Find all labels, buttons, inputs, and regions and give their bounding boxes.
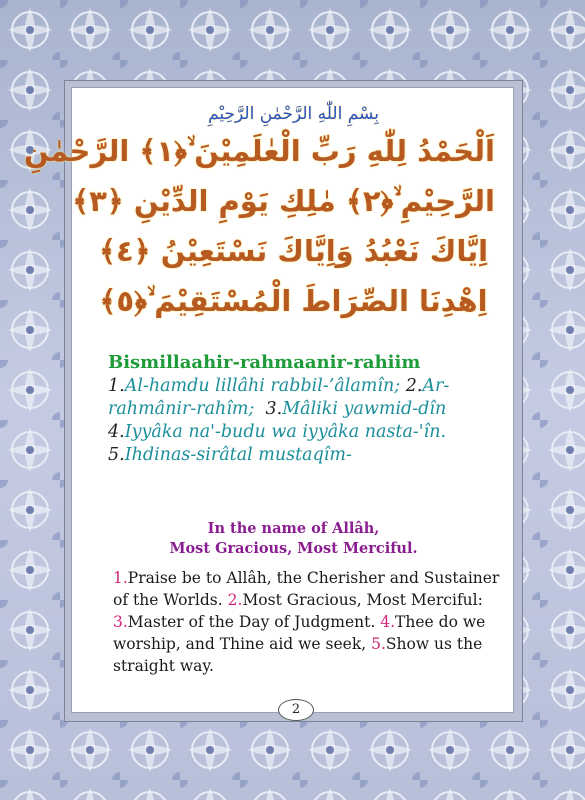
verse-text: Mâliki yawmid-dîn [282,399,447,419]
verse-number: 2. [227,591,243,609]
heading-line-2: Most Gracious, Most Merciful. [169,540,418,557]
translation-heading [72,519,515,559]
verse-number: 5. [371,635,386,653]
arabic-text [24,102,495,326]
verse-number: 4. [380,613,396,631]
verse-number: 3. [265,399,283,419]
verse-text: Al-hamdu lillâhi rabbil-’âlamîn; [124,376,401,396]
transliteration-block [108,351,508,467]
verse-number: 2. [405,376,423,396]
arabic-line-3: اِيَّاكَ نَعْبُدُ وَاِيَّاكَ نَسْتَعِيْنُ ﴿٤﴾ [98,234,489,268]
verse-text: Iyyâka na'-budu wa iyyâka nasta-'în. [124,422,447,442]
verse-number: 1. [113,569,128,587]
verse-number: 5. [108,445,125,465]
transliteration-text [108,375,508,467]
arabic-line-2: الرَّحِيْمِ ۙ﴿٢﴾ مٰلِكِ يَوْمِ الدِّيْنِ ﴿٣﴾ [72,184,495,218]
basmala-arabic: بِسْمِ اللّٰهِ الرَّحْمٰنِ الرَّحِيْمِ [208,104,379,124]
verse-text: Ar-rahmânir-rahîm; [108,376,450,419]
verse-text: Thee do we worship, and Thine aid we seek, [113,613,486,653]
verse-number: 3. [113,613,128,631]
translation-text [113,567,513,677]
content-panel [24,87,514,717]
verse-text: Praise be to Allâh, the Cherisher and Sustainer of the Worlds. [113,569,500,609]
verse-number: 4. [108,422,125,442]
verse-text: Most Gracious, Most Merciful: [242,591,483,609]
heading-line-1: In the name of Allâh, [207,520,380,537]
verse-text: Ihdinas-sirâtal mustaqîm- [124,445,352,465]
verse-text: Show us the straight way. [113,635,483,675]
verse-text: Master of the Day of Judgment. [127,613,376,631]
arabic-line-4: اِهْدِنَا الصِّرَاطَ الْمُسْتَقِيْمَ ۙ﴿٥﴾ [99,284,488,318]
transliteration-title: Bismillaahir-rahmaanir-rahiim [108,352,421,373]
verse-number: 1. [108,376,125,396]
arabic-line-1: اَلْحَمْدُ لِلّٰهِ رَبِّ الْعٰلَمِيْنَ ۙ﴿١﴾ الرَّحْمٰنِ [24,134,495,168]
page-number: 2 [278,699,314,721]
